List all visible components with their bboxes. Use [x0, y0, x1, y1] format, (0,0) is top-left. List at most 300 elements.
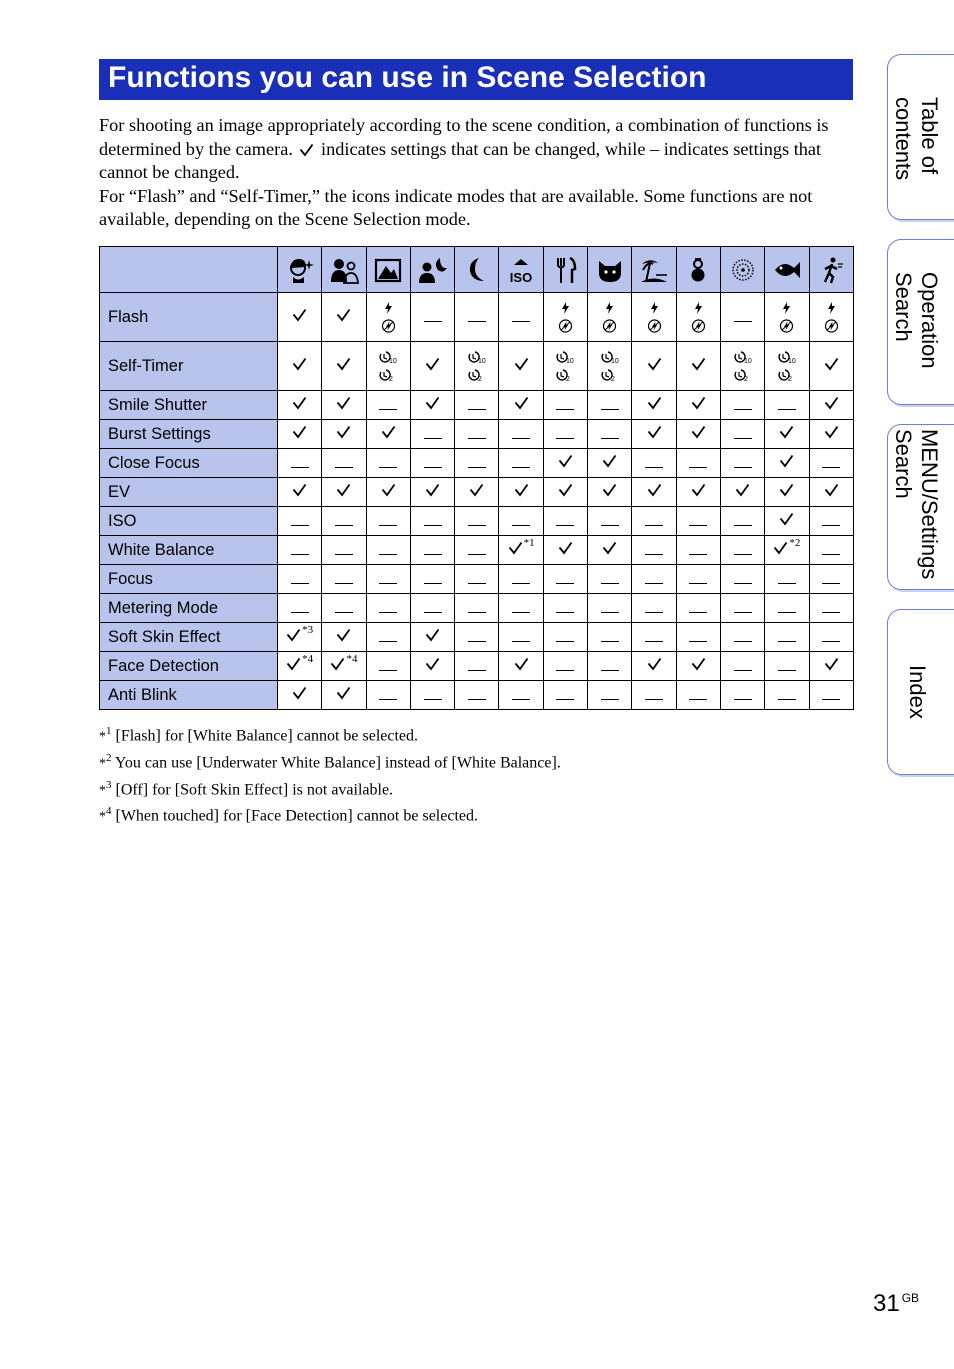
table-cell — [543, 623, 587, 652]
pet-icon — [595, 255, 625, 285]
not-available-dash — [556, 583, 574, 584]
table-cell — [410, 536, 454, 565]
table-cell — [676, 420, 720, 449]
table-row — [100, 623, 854, 652]
not-available-dash — [822, 583, 840, 584]
not-available-dash — [335, 554, 353, 555]
check-icon — [336, 628, 351, 642]
table-cell — [322, 652, 366, 681]
tab-operation-search[interactable] — [887, 239, 954, 405]
not-available-dash — [778, 409, 796, 410]
table-cell — [720, 478, 764, 507]
fireworks-icon — [728, 255, 758, 285]
table-cell — [366, 681, 410, 710]
table-cell — [278, 681, 322, 710]
flash-off-icon — [824, 319, 839, 333]
check-icon — [691, 396, 706, 410]
table-row — [100, 681, 854, 710]
table-cell — [809, 391, 853, 420]
footnote-ref: *4 — [302, 653, 314, 665]
table-cell — [588, 652, 632, 681]
table-cell — [322, 565, 366, 594]
not-available-dash — [734, 409, 752, 410]
table-cell — [366, 293, 410, 342]
check-icon — [292, 425, 307, 439]
not-available-dash — [734, 554, 752, 555]
table-cell — [809, 681, 853, 710]
check-icon — [647, 357, 662, 371]
self-timer-2-icon — [467, 368, 487, 382]
table-cell — [455, 342, 499, 391]
table-cell — [499, 478, 543, 507]
not-available-dash — [291, 554, 309, 555]
check-icon — [336, 425, 351, 439]
table-cell — [322, 536, 366, 565]
check-icon — [602, 541, 617, 555]
not-available-dash — [468, 409, 486, 410]
table-cell — [410, 507, 454, 536]
scene-column-header — [676, 247, 720, 293]
table-cell — [632, 449, 676, 478]
check-icon — [779, 512, 794, 526]
check-icon — [292, 308, 307, 322]
table-cell — [809, 536, 853, 565]
not-available-dash — [468, 321, 486, 322]
self-timer-2-icon — [733, 368, 753, 382]
not-available-dash — [556, 699, 574, 700]
not-available-dash — [335, 612, 353, 613]
table-cell — [809, 420, 853, 449]
check-icon — [824, 483, 839, 497]
check-icon — [336, 686, 351, 700]
table-row — [100, 594, 854, 623]
not-available-dash — [424, 583, 442, 584]
not-available-dash — [822, 525, 840, 526]
not-available-dash — [379, 409, 397, 410]
table-cell — [499, 293, 543, 342]
table-cell — [499, 449, 543, 478]
intro-line1-after: indicates settings that can be changed, while – indicates settings that cannot be changed. — [99, 138, 822, 182]
table-cell — [809, 594, 853, 623]
table-cell — [676, 507, 720, 536]
table-cell — [278, 342, 322, 391]
check-icon — [558, 483, 573, 497]
not-available-dash — [556, 409, 574, 410]
table-cell — [765, 293, 809, 342]
table-cell — [765, 449, 809, 478]
check-icon — [647, 425, 662, 439]
scene-function-table — [99, 246, 854, 710]
intro-line2: For “Flash” and “Self-Timer,” the icons indicate modes that are available. Some functions are not available, depending on the Scene Selection mode. — [99, 185, 813, 229]
tab-index[interactable] — [887, 609, 954, 775]
not-available-dash — [424, 438, 442, 439]
not-available-dash — [601, 583, 619, 584]
check-icon — [286, 657, 301, 671]
svg-text:10: 10 — [477, 358, 486, 364]
table-cell — [809, 293, 853, 342]
not-available-dash — [645, 612, 663, 613]
table-cell — [499, 536, 543, 565]
check-icon — [425, 628, 440, 642]
not-available-dash — [335, 467, 353, 468]
table-cell — [765, 478, 809, 507]
table-cell — [765, 536, 809, 565]
table-cell — [278, 536, 322, 565]
function-label: ISO — [100, 507, 278, 536]
table-cell — [543, 681, 587, 710]
not-available-dash — [822, 641, 840, 642]
table-cell — [720, 507, 764, 536]
not-available-dash — [689, 467, 707, 468]
table-cell — [676, 449, 720, 478]
table-cell — [676, 293, 720, 342]
check-icon — [336, 483, 351, 497]
table-cell — [809, 623, 853, 652]
table-cell — [278, 565, 322, 594]
intro-line1-before: For shooting an image appropriately according to the scene condition, a combination of functions is determined by the camera. — [99, 115, 829, 159]
flash-icon — [647, 301, 662, 315]
self-timer-10-icon — [600, 350, 620, 364]
check-icon — [779, 425, 794, 439]
check-icon — [336, 396, 351, 410]
table-cell — [632, 681, 676, 710]
table-cell — [455, 420, 499, 449]
not-available-dash — [291, 467, 309, 468]
svg-text:ISO: ISO — [509, 269, 533, 285]
check-icon — [514, 396, 529, 410]
table-cell — [410, 342, 454, 391]
table-cell — [676, 652, 720, 681]
table-cell — [278, 478, 322, 507]
table-cell — [588, 449, 632, 478]
svg-text:2: 2 — [743, 376, 748, 382]
not-available-dash — [734, 525, 752, 526]
tab-menu-label: MENU/Settings Search — [891, 429, 942, 580]
table-cell — [720, 652, 764, 681]
table-cell — [455, 681, 499, 710]
not-available-dash — [601, 641, 619, 642]
soft-snap-icon — [285, 255, 315, 285]
table-cell — [720, 449, 764, 478]
not-available-dash — [601, 409, 619, 410]
table-cell — [632, 391, 676, 420]
table-cell — [322, 420, 366, 449]
check-icon — [292, 357, 307, 371]
footnote: *$^3$ [Off] for [Soft Skin Effect] is not available. — [99, 778, 394, 798]
table-cell — [809, 652, 853, 681]
function-label: Focus — [100, 565, 278, 594]
table-cell — [588, 342, 632, 391]
not-available-dash — [601, 699, 619, 700]
flash-off-icon — [691, 319, 706, 333]
not-available-dash — [468, 670, 486, 671]
not-available-dash — [822, 699, 840, 700]
page-title: Functions you can use in Scene Selection — [99, 59, 853, 100]
scene-column-header — [588, 247, 632, 293]
table-cell — [720, 536, 764, 565]
check-icon — [381, 483, 396, 497]
table-cell — [676, 681, 720, 710]
table-cell — [543, 420, 587, 449]
not-available-dash — [512, 699, 530, 700]
check-icon — [292, 686, 307, 700]
check-icon — [824, 396, 839, 410]
flash-off-icon — [779, 319, 794, 333]
table-cell — [366, 565, 410, 594]
page-number: 31 $^{GB}$ — [873, 1290, 920, 1317]
footnote: *$^4$ [When touched] for [Face Detection] cannot be selected. — [99, 805, 478, 825]
table-cell — [543, 449, 587, 478]
svg-text:2: 2 — [389, 376, 394, 382]
not-available-dash — [689, 699, 707, 700]
table-cell — [499, 420, 543, 449]
check-icon — [779, 454, 794, 468]
table-cell — [720, 681, 764, 710]
svg-text:10: 10 — [566, 358, 575, 364]
table-cell — [322, 342, 366, 391]
table-cell — [676, 623, 720, 652]
table-cell — [588, 623, 632, 652]
table-cell — [632, 565, 676, 594]
not-available-dash — [379, 641, 397, 642]
check-icon — [779, 483, 794, 497]
footnote-ref: *3 — [302, 624, 314, 636]
table-row — [100, 293, 854, 342]
svg-text:2: 2 — [787, 376, 792, 382]
not-available-dash — [379, 612, 397, 613]
table-cell — [410, 478, 454, 507]
check-icon — [824, 425, 839, 439]
not-available-dash — [689, 641, 707, 642]
table-cell — [499, 565, 543, 594]
scene-column-header — [278, 247, 322, 293]
table-cell — [809, 507, 853, 536]
svg-text:2: 2 — [477, 376, 482, 382]
table-cell — [765, 652, 809, 681]
flash-off-icon — [381, 319, 396, 333]
twilight-portrait-icon — [418, 255, 448, 285]
not-available-dash — [379, 699, 397, 700]
table-cell — [455, 594, 499, 623]
table-row — [100, 536, 854, 565]
table-row — [100, 565, 854, 594]
not-available-dash — [689, 525, 707, 526]
table-cell — [278, 391, 322, 420]
not-available-dash — [468, 438, 486, 439]
table-cell — [455, 391, 499, 420]
not-available-dash — [556, 438, 574, 439]
table-cell — [809, 449, 853, 478]
function-label: Burst Settings — [100, 420, 278, 449]
table-cell — [632, 623, 676, 652]
check-icon — [735, 483, 750, 497]
not-available-dash — [424, 699, 442, 700]
table-cell — [410, 594, 454, 623]
table-cell — [499, 681, 543, 710]
not-available-dash — [424, 467, 442, 468]
not-available-dash — [778, 583, 796, 584]
table-cell — [676, 536, 720, 565]
function-label: Close Focus — [100, 449, 278, 478]
not-available-dash — [556, 525, 574, 526]
check-icon — [425, 357, 440, 371]
not-available-dash — [778, 699, 796, 700]
table-cell — [322, 623, 366, 652]
table-cell — [720, 623, 764, 652]
table-cell — [455, 507, 499, 536]
table-cell — [278, 293, 322, 342]
table-cell — [366, 536, 410, 565]
table-row — [100, 342, 854, 391]
not-available-dash — [379, 467, 397, 468]
table-cell — [543, 507, 587, 536]
table-cell — [720, 594, 764, 623]
scene-column-header — [720, 247, 764, 293]
table-cell — [278, 449, 322, 478]
table-cell — [455, 293, 499, 342]
table-cell — [588, 681, 632, 710]
table-cell — [720, 565, 764, 594]
not-available-dash — [645, 525, 663, 526]
self-timer-2-icon — [555, 368, 575, 382]
check-icon — [647, 657, 662, 671]
function-label: Smile Shutter — [100, 391, 278, 420]
not-available-dash — [556, 612, 574, 613]
not-available-dash — [512, 467, 530, 468]
not-available-dash — [512, 641, 530, 642]
twilight-icon — [462, 255, 492, 285]
backlight-portrait-icon — [329, 255, 359, 285]
snow-icon — [683, 255, 713, 285]
function-label: Anti Blink — [100, 681, 278, 710]
table-cell — [765, 420, 809, 449]
underwater-icon — [772, 255, 802, 285]
not-available-dash — [645, 583, 663, 584]
not-available-dash — [778, 641, 796, 642]
not-available-dash — [468, 583, 486, 584]
not-available-dash — [468, 699, 486, 700]
table-cell — [720, 293, 764, 342]
flash-icon — [381, 301, 396, 315]
scene-column-header — [366, 247, 410, 293]
table-cell — [366, 342, 410, 391]
table-row — [100, 652, 854, 681]
not-available-dash — [601, 670, 619, 671]
footnote: *$^1$ [Flash] for [White Balance] cannot be selected. — [99, 725, 419, 745]
table-cell — [455, 478, 499, 507]
table-cell — [322, 681, 366, 710]
table-cell — [676, 478, 720, 507]
tab-index-label: Index — [905, 665, 930, 719]
table-cell — [543, 478, 587, 507]
table-cell — [366, 391, 410, 420]
check-icon — [336, 308, 351, 322]
landscape-icon — [373, 255, 403, 285]
table-cell — [543, 594, 587, 623]
self-timer-10-icon — [467, 350, 487, 364]
table-cell — [676, 391, 720, 420]
table-cell — [455, 536, 499, 565]
tab-menu-settings-search[interactable] — [887, 424, 954, 590]
check-icon — [602, 483, 617, 497]
table-cell — [366, 594, 410, 623]
table-cell — [543, 293, 587, 342]
table-cell — [410, 293, 454, 342]
table-cell — [720, 342, 764, 391]
check-icon — [691, 657, 706, 671]
check-icon — [691, 483, 706, 497]
check-icon — [691, 357, 706, 371]
flash-icon — [691, 301, 706, 315]
function-label: Self-Timer — [100, 342, 278, 391]
function-label: Metering Mode — [100, 594, 278, 623]
scene-column-header — [765, 247, 809, 293]
not-available-dash — [335, 525, 353, 526]
table-row — [100, 507, 854, 536]
table-cell — [322, 478, 366, 507]
tab-table-of-contents[interactable] — [887, 54, 954, 220]
gourmet-icon — [550, 255, 580, 285]
check-icon — [514, 357, 529, 371]
not-available-dash — [645, 554, 663, 555]
table-row — [100, 478, 854, 507]
not-available-dash — [291, 525, 309, 526]
not-available-dash — [734, 670, 752, 671]
not-available-dash — [645, 641, 663, 642]
not-available-dash — [424, 554, 442, 555]
check-icon — [425, 657, 440, 671]
check-icon — [292, 483, 307, 497]
table-cell — [322, 391, 366, 420]
table-cell — [765, 507, 809, 536]
function-label: Flash — [100, 293, 278, 342]
not-available-dash — [468, 641, 486, 642]
check-icon — [558, 454, 573, 468]
not-available-dash — [778, 670, 796, 671]
table-cell — [322, 293, 366, 342]
table-cell — [278, 420, 322, 449]
table-cell — [278, 652, 322, 681]
self-timer-10-icon — [777, 350, 797, 364]
not-available-dash — [734, 612, 752, 613]
table-cell — [499, 623, 543, 652]
anti-motion-blur-icon — [816, 255, 846, 285]
not-available-dash — [468, 525, 486, 526]
check-icon — [647, 396, 662, 410]
check-icon — [773, 541, 788, 555]
not-available-dash — [424, 612, 442, 613]
table-cell — [543, 536, 587, 565]
table-row — [100, 420, 854, 449]
table-cell — [366, 652, 410, 681]
not-available-dash — [734, 641, 752, 642]
table-cell — [543, 652, 587, 681]
table-cell — [720, 420, 764, 449]
beach-icon — [639, 255, 669, 285]
function-label: EV — [100, 478, 278, 507]
table-cell — [588, 391, 632, 420]
check-icon — [691, 425, 706, 439]
check-icon — [336, 357, 351, 371]
not-available-dash — [379, 670, 397, 671]
check-icon — [647, 483, 662, 497]
footnote-ref: *2 — [789, 537, 801, 549]
not-available-dash — [822, 612, 840, 613]
table-cell — [322, 449, 366, 478]
table-cell — [410, 565, 454, 594]
table-cell — [588, 420, 632, 449]
svg-text:10: 10 — [743, 358, 752, 364]
